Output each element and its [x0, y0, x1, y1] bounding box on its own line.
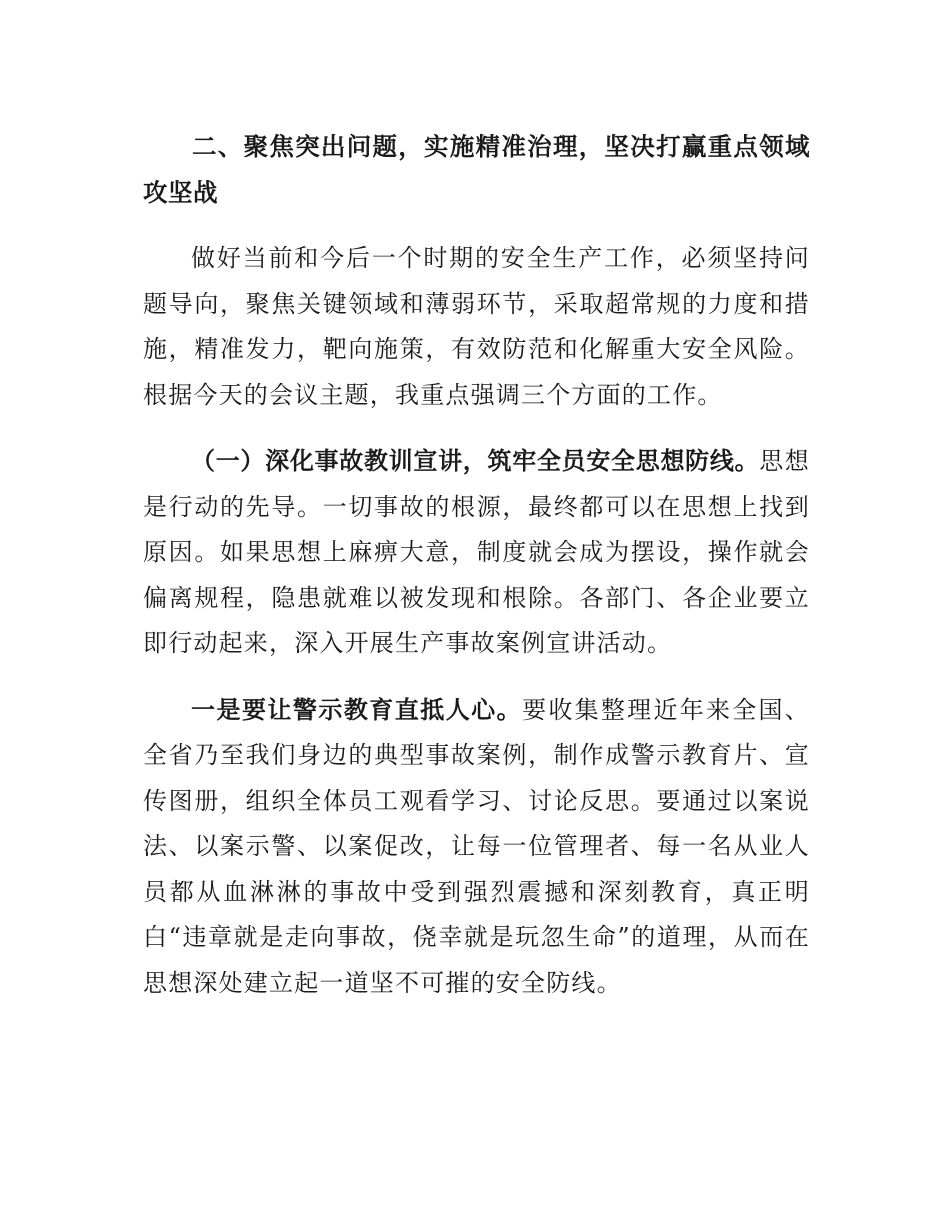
subsection-1-lead: （一）深化事故教训宣讲，筑牢全员安全思想防线。 — [191, 447, 760, 475]
point-1-paragraph — [143, 688, 810, 1007]
section-heading: 二、聚焦突出问题，实施精准治理，坚决打赢重点领域攻坚战 — [143, 132, 810, 207]
point-1-lead: 一是要让警示教育直抵人心。 — [191, 695, 523, 724]
point-1-body: 要收集整理近年来全国、全省乃至我们身边的典型事故案例，制作成警示教育片、宣传图册，组织全体员工观看学习、讨论反思。要通过以案说法、以案示警、以案促改，让每一位管理者、每一名从业人员都从血淋淋的事故中受到强烈震撼和深刻教育，真正明白“违章就是走向事故，侥幸就是玩忽生命”的道理，从而在思想深处建立起一道坚不可摧的安全防线。 — [143, 695, 811, 997]
subsection-1-paragraph — [143, 439, 810, 667]
intro-paragraph: 做好当前和今后一个时期的安全生产工作，必须坚持问题导向，聚焦关键领域和薄弱环节，采取超常规的力度和措施，精准发力，靶向施策，有效防范和化解重大安全风险。根据今天的会议主题，我重点强调三个方面的工作。 — [143, 244, 810, 409]
document-page — [143, 124, 810, 1027]
subsection-1-body: 思想是行动的先导。一切事故的根源，最终都可以在思想上找到原因。如果思想上麻痹大意，制度就会成为摆设，操作就会偏离规程，隐患就难以被发现和根除。各部门、各企业要立即行动起来，深入开展生产事故案例宣讲活动。 — [143, 447, 810, 657]
